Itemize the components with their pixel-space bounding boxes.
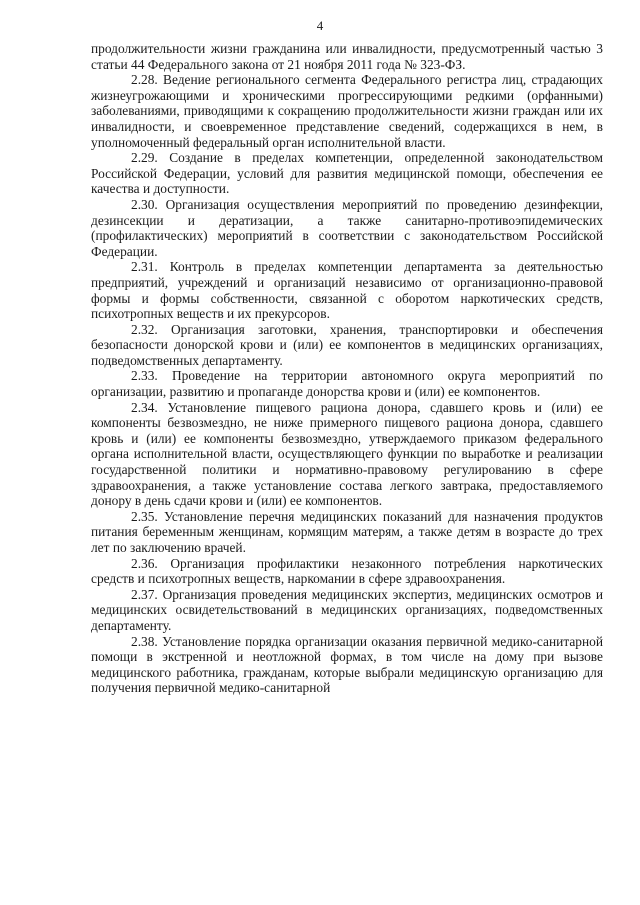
paragraph: 2.31. Контроль в пределах компетенции департамента за деятельностью предприятий, учреждений и организаций независимо от организационно-правовой формы и формы собственности, связанной с оборотом наркотических средств, психотропных веществ и их прекурсоров. (91, 259, 603, 322)
paragraph: 2.32. Организация заготовки, хранения, транспортировки и обеспечения безопасности донорской крови и (или) ее компонентов в медицинских организациях, подведомственных департаменту. (91, 321, 603, 368)
paragraph: 2.34. Установление пищевого рациона донора, сдавшего кровь и (или) ее компоненты безвозмездно, не ниже примерного пищевого рациона донора, сдавшего кровь и (или) ее компоненты безвозмездно, утверждаемого приказом федерального органа исполнительной власти, осуществляющего функции по выработке и реализации государственной политики и нормативно-правовому регулированию в сфере здравоохранения, а также установление состава легкого завтрака, предоставляемого донору в день сдачи крови и (или) ее компонентов. (91, 399, 603, 509)
paragraph: продолжительности жизни гражданина или инвалидности, предусмотренный частью 3 статьи 44 Федерального закона от 21 ноября 2011 года № 323-ФЗ. (91, 41, 603, 72)
paragraph: 2.37. Организация проведения медицинских экспертиз, медицинских осмотров и медицинских освидетельствований в медицинских организациях, подведомственных департаменту. (91, 586, 603, 633)
paragraph: 2.36. Организация профилактики незаконного потребления наркотических средств и психотропных веществ, наркомании в сфере здравоохранения. (91, 555, 603, 587)
paragraph: 2.38. Установление порядка организации оказания первичной медико-санитарной помощи в экстренной и неотложной формах, в том числе на дому при вызове медицинского работника, гражданам, которые выбрали медицинскую организацию для получения первичной медико-санитарной (91, 633, 603, 696)
paragraph: 2.33. Проведение на территории автономного округа мероприятий по организации, развитию и пропаганде донорства крови и (или) ее компонентов. (91, 368, 603, 400)
page-number: 4 (316, 18, 324, 33)
document-body (91, 41, 603, 696)
paragraph: 2.30. Организация осуществления мероприятий по проведению дезинфекции, дезинсекции и дератизации, а также санитарно-противоэпидемических (профилактических) мероприятий в соответствии с законодательством Российской Федерации. (91, 196, 603, 259)
paragraph: 2.29. Создание в пределах компетенции, определенной законодательством Российской Федерации, условий для развития медицинской помощи, обеспечения ее качества и доступности. (91, 150, 603, 197)
paragraph: 2.28. Ведение регионального сегмента Федерального регистра лиц, страдающих жизнеугрожающими и хроническими прогрессирующими редкими (орфанными) заболеваниями, приводящими к сокращению продолжительности жизни граждан или их инвалидности, и своевременное представление сведений, содержащихся в нем, в уполномоченный федеральный орган исполнительной власти. (91, 72, 603, 150)
paragraph: 2.35. Установление перечня медицинских показаний для назначения продуктов питания беременным женщинам, кормящим матерям, а также детям в возрасте до трех лет по заключению врачей. (91, 508, 603, 555)
